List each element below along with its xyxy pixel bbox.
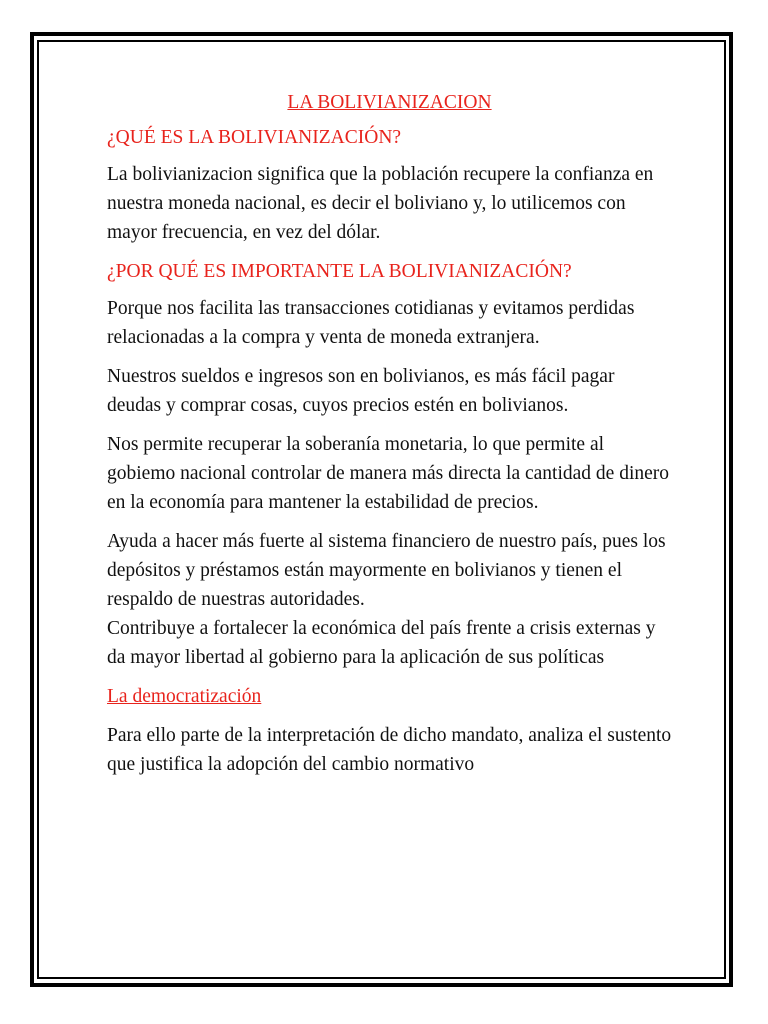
section-heading-why-important: ¿POR QUÉ ES IMPORTANTE LA BOLIVIANIZACIÓN? bbox=[107, 261, 572, 282]
paragraph-definition: La bolivianizacion significa que la población recupere la confianza en nuestra moneda nacional, es decir el boliviano y, lo utilicemos con mayor frecuencia, en vez del dólar. bbox=[107, 164, 654, 243]
paragraph-economy: Contribuye a fortalecer la económica del país frente a crisis externas y da mayor libertad al gobierno para la aplicación de sus políticas bbox=[107, 618, 656, 668]
paragraph-sovereignty: Nos permite recuperar la soberanía monetaria, lo que permite al gobiemo nacional controlar de manera más directa la cantidad de dinero en la economía para mantener la estabilidad de precios. bbox=[107, 434, 670, 513]
paragraph-interpretation: Para ello parte de la interpretación de dicho mandato, analiza el sustento que justifica la adopción del cambio normativo bbox=[107, 725, 672, 775]
paragraph-financial-system: Ayuda a hacer más fuerte al sistema financiero de nuestro país, pues los depósitos y préstamos están mayormente en bolivianos y tienen el respaldo de nuestras autoridades. bbox=[107, 531, 666, 610]
document-title: LA BOLIVIANIZACION bbox=[287, 92, 492, 113]
document-body bbox=[107, 88, 672, 789]
paragraph-transactions: Porque nos facilita las transacciones cotidianas y evitamos perdidas relacionadas a la compra y venta de moneda extranjera. bbox=[107, 298, 635, 348]
section-heading-what-is: ¿QUÉ ES LA BOLIVIANIZACIÓN? bbox=[107, 127, 402, 148]
paragraph-salaries: Nuestros sueldos e ingresos son en bolivianos, es más fácil pagar deudas y comprar cosas, cuyos precios estén en bolivianos. bbox=[107, 366, 615, 416]
section-heading-democratization: La democratización bbox=[107, 686, 262, 707]
